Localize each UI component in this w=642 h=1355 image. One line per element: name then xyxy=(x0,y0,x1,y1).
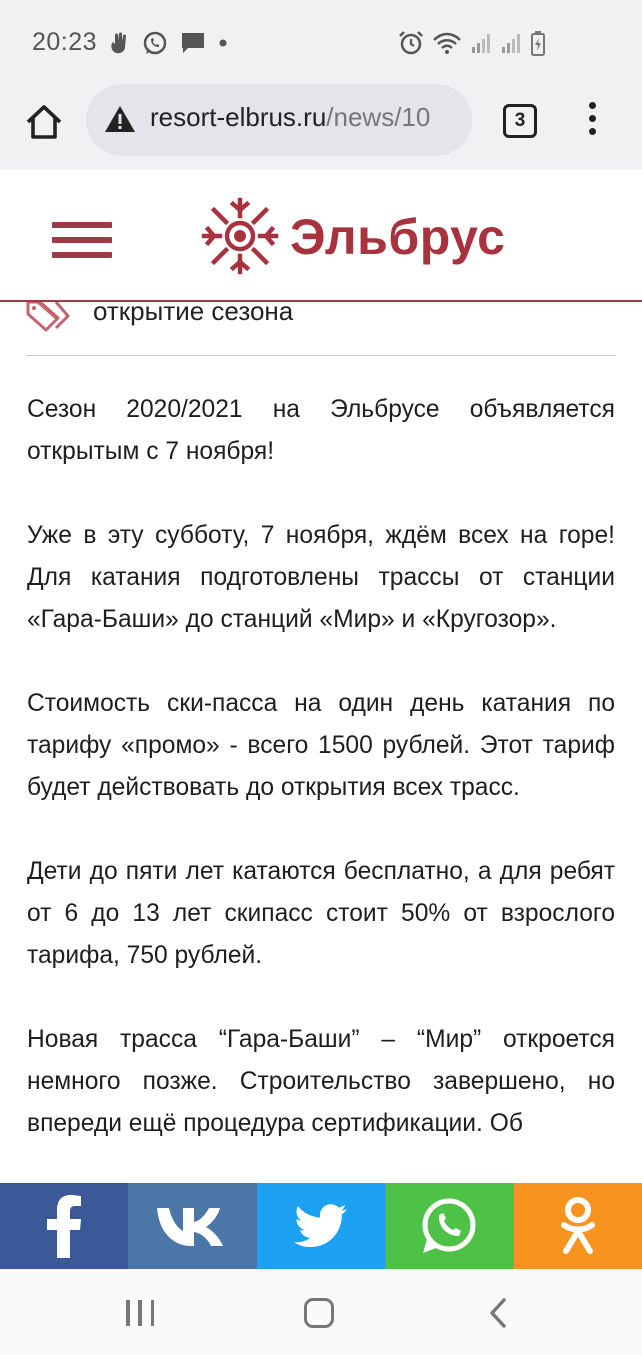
signal-icon xyxy=(470,31,492,55)
vk-icon xyxy=(155,1204,231,1248)
article-tags xyxy=(26,302,616,356)
chat-icon xyxy=(180,31,206,55)
warning-icon[interactable] xyxy=(104,104,136,134)
url-host: resort-elbrus.ru xyxy=(150,102,327,132)
back-icon[interactable] xyxy=(486,1297,510,1329)
article-paragraph: Стоимость ски-пасса на один день катания по тарифу «промо» - всего 1500 рублей. Этот тариф будет действовать до открытия всех трасс. xyxy=(27,690,615,801)
address-bar[interactable] xyxy=(86,84,472,156)
wifi-icon xyxy=(432,31,462,55)
article-paragraph: Сезон 2020/2021 на Эльбрусе объявляется открытым с 7 ноября! xyxy=(27,396,615,465)
article-paragraph: Новая трасса “Гара-Баши” – “Мир” откроется немного позже. Строительство завершено, но впереди ещё процедура сертификации. Об xyxy=(27,1026,615,1137)
url-text[interactable] xyxy=(150,102,430,133)
whatsapp-icon xyxy=(418,1195,480,1257)
logo-text[interactable]: Эльбрус xyxy=(290,209,506,265)
browser-toolbar xyxy=(0,84,642,170)
twitter-icon xyxy=(293,1203,349,1249)
site-header xyxy=(0,170,642,302)
status-time: 20:23 xyxy=(32,28,98,56)
whatsapp-icon xyxy=(142,30,168,56)
share-whatsapp-button[interactable] xyxy=(385,1183,513,1269)
home-button-icon[interactable] xyxy=(304,1298,334,1328)
status-bar xyxy=(0,0,642,84)
hand-gesture-icon xyxy=(108,31,130,55)
menu-icon[interactable] xyxy=(52,222,112,258)
article-body xyxy=(27,389,615,1182)
dot-icon xyxy=(218,38,228,48)
signal-icon xyxy=(500,31,522,55)
recent-apps-icon[interactable] xyxy=(126,1300,154,1326)
odnoklassniki-icon xyxy=(558,1195,598,1257)
system-nav-bar xyxy=(0,1269,642,1355)
alarm-icon xyxy=(398,30,424,56)
share-odnoklassniki-button[interactable] xyxy=(514,1183,642,1269)
snowflake-logo-icon[interactable] xyxy=(200,196,280,276)
url-path: /news/10 xyxy=(326,102,431,132)
share-vk-button[interactable] xyxy=(128,1183,256,1269)
share-twitter-button[interactable] xyxy=(257,1183,385,1269)
article-paragraph: Дети до пяти лет катаются бесплатно, а для ребят от 6 до 13 лет скипасс стоит 50% от взрослого тарифа, 750 рублей. xyxy=(27,858,615,969)
tab-switcher-button[interactable]: 3 xyxy=(503,104,537,138)
battery-charging-icon xyxy=(530,30,546,56)
tag-link[interactable]: открытие сезона xyxy=(93,302,294,326)
share-bar xyxy=(0,1183,642,1269)
facebook-icon xyxy=(44,1194,84,1258)
share-facebook-button[interactable] xyxy=(0,1183,128,1269)
home-icon[interactable] xyxy=(22,100,66,144)
tag-icon xyxy=(26,302,70,336)
article-paragraph: Уже в эту субботу, 7 ноября, ждём всех на горе! Для катания подготовлены трассы от станции «Гара-Баши» до станций «Мир» и «Кругозор». xyxy=(27,522,615,633)
system-icons xyxy=(398,30,546,56)
article-content xyxy=(0,302,642,1182)
more-options-icon[interactable] xyxy=(582,102,602,142)
notification-icons xyxy=(108,30,228,56)
